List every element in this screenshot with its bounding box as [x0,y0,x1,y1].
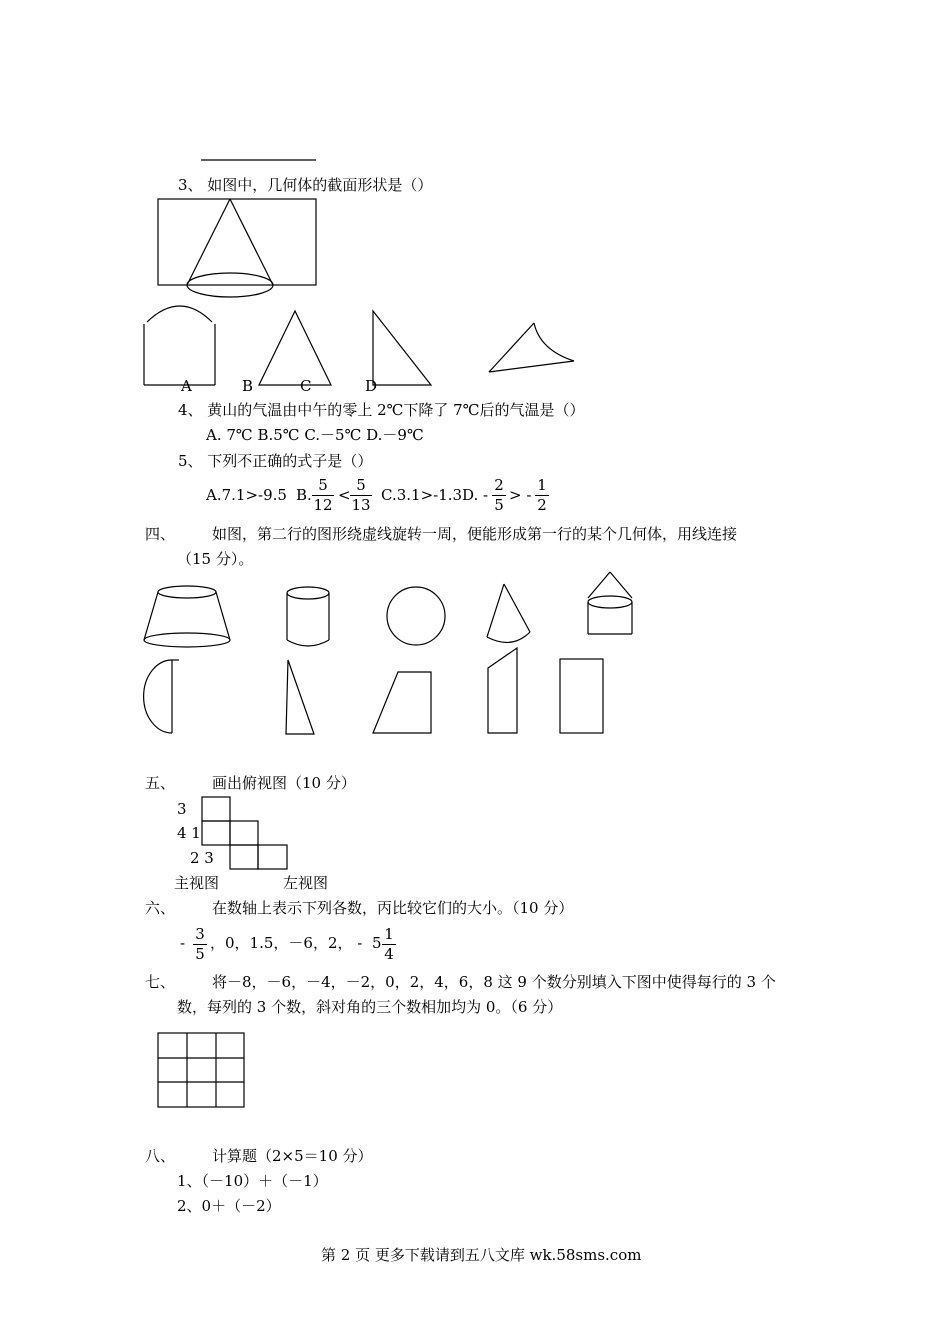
q4-options: A. 7℃ B.5℃ C.－5℃ D.－9℃ [206,426,424,444]
q5-b-fraction-2: 5 13 [351,476,371,514]
q5-option-b-label: B. [296,486,312,504]
section-8-text: 计算题（2×5＝10 分） [212,1147,373,1165]
q5-option-a: A.7.1>-9.5 [206,486,287,504]
q5-d-greater-than: > - [509,486,532,504]
section-5-front-view-label: 主视图 [174,874,220,892]
section-6-neg-sign: - [180,934,186,952]
section-5-digit-row-3: 2 3 [190,849,214,867]
section-5-digit-row-1: 3 [177,800,187,818]
section-4-text: 如图，第二行的图形绕虚线旋转一周，便能形成第一行的某个几何体，用线连接 [212,525,738,543]
q3-label-c: C [300,377,312,395]
q3-text: 3、 如图中，几何体的截面形状是（） [178,176,433,194]
page-footer: 第 2 页 更多下载请到五八文库 wk.58sms.com [321,1246,642,1264]
section-6-fraction-1: 3 5 [193,927,207,962]
q5-option-d-label: D. - [462,486,489,504]
q4-text: 4、 黄山的气温由中午的零上 2℃下降了 7℃后的气温是（） [178,401,585,419]
section-7-number: 七、 [145,973,176,991]
q3-label-a: A [181,377,192,395]
section-5-number: 五、 [145,774,176,792]
section-6-fraction-2: 1 4 [382,927,396,962]
q5-option-c: C.3.1>-1.3 [381,486,463,504]
section-8-item-1: 1、（－10）＋（－1） [177,1172,328,1190]
section-5-left-view-label: 左视图 [283,874,329,892]
q5-d-fraction-1: 2 5 [492,478,506,513]
q5-d-fraction-2: 1 2 [535,478,549,513]
section-7-text: 将－8，－6，－4，－2，0，2，4，6，8 这 9 个数分别填入下图中使得每行的 3 个 [212,973,776,991]
section-8-item-2: 2、0＋（－2） [177,1197,281,1215]
section-8-number: 八、 [145,1147,176,1165]
section-6-number: 六、 [145,899,176,917]
q3-label-d: D [365,377,378,395]
q3-label-b: B [242,377,254,395]
q5-text: 5、 下列不正确的式子是（） [178,452,373,470]
section-4-text-cont: （15 分）。 [177,550,254,568]
section-6-number-list: ，0，1.5，－6，2， - [210,934,363,952]
q5-b-less-than: < [338,486,351,504]
q5-b-fraction-1: 5 12 [313,476,333,514]
section-7-text-cont: 数，每列的 3 个数，斜对角的三个数相加均为 0。（6 分） [177,998,563,1016]
section-5-text: 画出俯视图（10 分） [212,774,356,792]
section-6-whole-part: 5 [372,934,382,952]
section-4-number: 四、 [145,525,176,543]
section-6-text: 在数轴上表示下列各数，丙比较它们的大小。（10 分） [212,899,574,917]
section-5-digit-row-2: 4 1 [177,824,201,842]
